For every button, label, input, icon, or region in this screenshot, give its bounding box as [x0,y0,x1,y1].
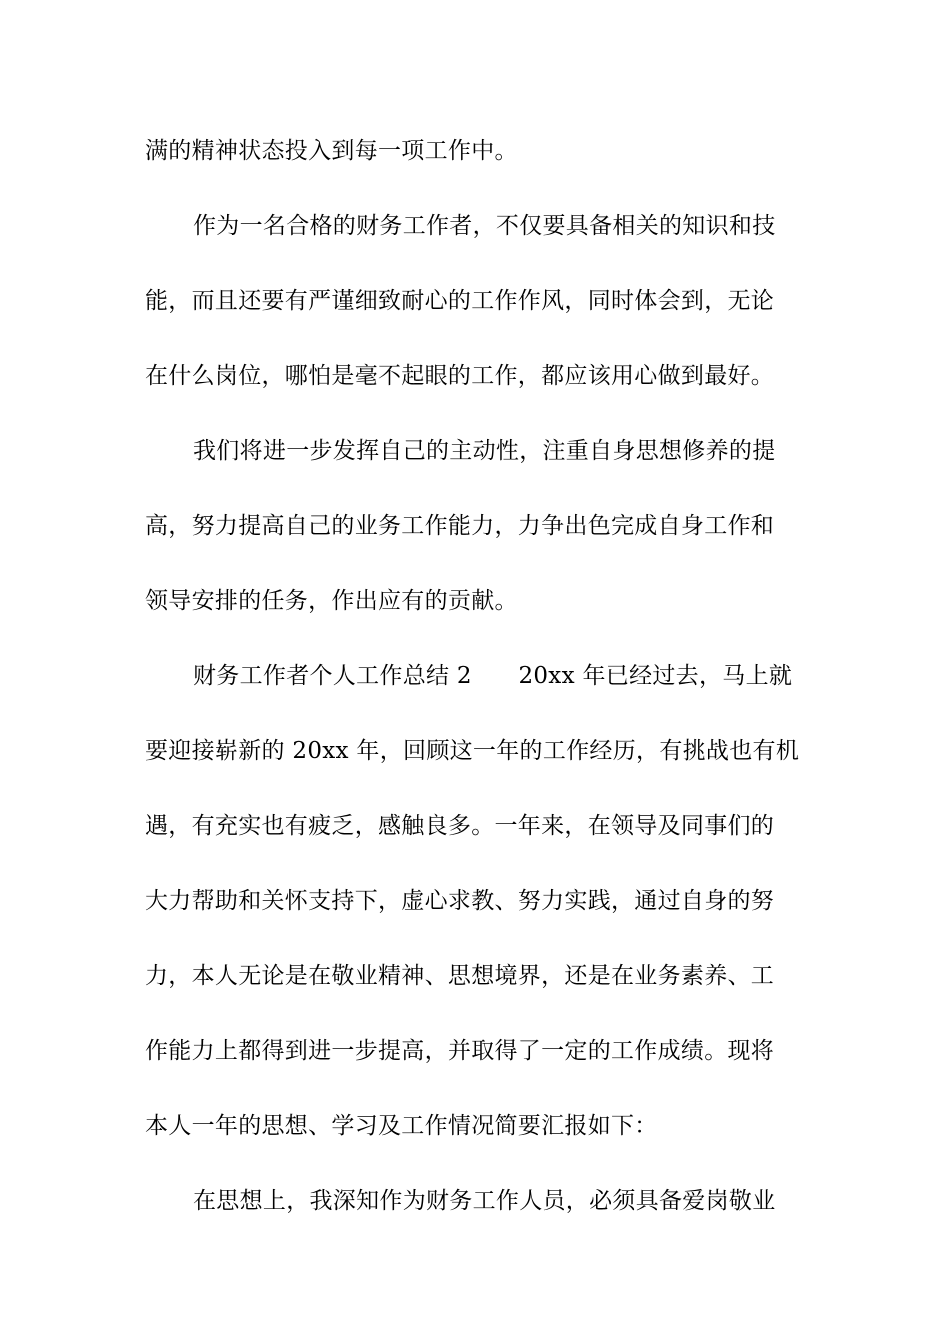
text-line-14: 本人一年的思想、学习及工作情况简要汇报如下： [145,1113,658,1139]
text-line-5: 我们将进一步发挥自己的主动性，注重自身思想修养的提 [193,438,776,464]
text-line-11: 大力帮助和关怀支持下，虚心求教、努力实践，通过自身的努 [145,888,775,914]
text-line-1: 满的精神状态投入到每一项工作中。 [145,138,518,164]
text-line-15: 在思想上，我深知作为财务工作人员，必须具备爱岗敬业 [193,1188,776,1214]
text-line-3: 能，而且还要有严谨细致耐心的工作作风，同时体会到，无论 [145,288,775,314]
text-line-6: 高，努力提高自己的业务工作能力，力争出色完成自身工作和 [145,513,775,539]
text-line-13: 作能力上都得到进一步提高，并取得了一定的工作成绩。现将 [145,1038,775,1064]
text-line-2: 作为一名合格的财务工作者，不仅要具备相关的知识和技 [193,213,776,239]
text-line-12: 力，本人无论是在敬业精神、思想境界，还是在业务素养、工 [145,963,775,989]
text-line-4: 在什么岗位，哪怕是毫不起眼的工作，都应该用心做到最好。 [145,363,775,389]
text-line-7: 领导安排的任务，作出应有的贡献。 [145,588,518,614]
text-line-10: 遇，有充实也有疲乏，感触良多。一年来，在领导及同事们的 [145,813,775,839]
text-line-9: 要迎接崭新的 20xx 年，回顾这一年的工作经历，有挑战也有机 [145,738,800,764]
text-line-8: 财务工作者个人工作总结 2 20xx 年已经过去，马上就 [193,663,793,689]
